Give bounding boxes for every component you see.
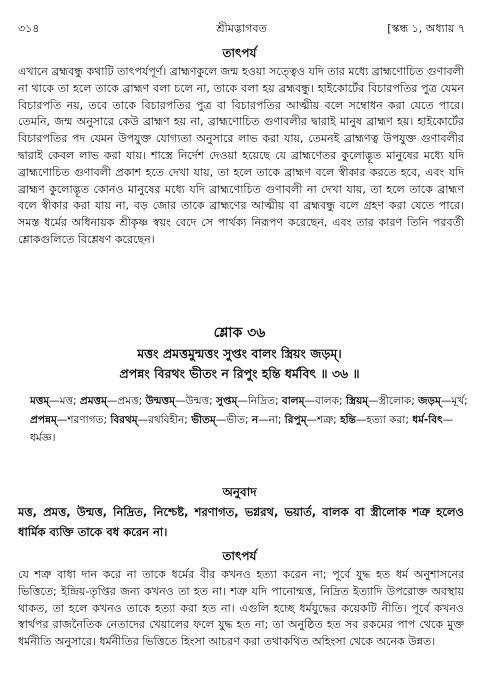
synonym-meaning: —শত্রু;: [306, 413, 341, 426]
synonym-meaning: —মত্ত;: [49, 395, 80, 407]
synonym-word: ন: [251, 413, 259, 426]
verse-line: প্রপন্নং বিরথং ভীতং ন রিপুং হন্তি ধর্মবিৎ ॥ ৩৬ ॥: [119, 366, 360, 381]
purport-paragraph: যে শত্রু বাধা দান করে না তাকে ধর্মের বীর কখনও হত্যা করেন না; পূর্বে যুদ্ধ হত ধর্ম অনুশাসনের ভিত্তিতে; ইন্দ্রিয়-তৃপ্তির জন্য কখনও তা হত না। শত্রু যদি পানোন্মত্ত, নিদ্রিত ইত্যাদি উপরোক্ত অবস্থায় থাকত, তা হলে কখনও তাকে হত্যা করা হত না। এগুলি হচ্ছে ধর্মযুদ্ধের কয়েকটি নীতি। পূর্বে কখনও স্বার্থপর রাজনৈতিক নেতাদের খেয়ালের ফলে যুদ্ধ হত না; তা অনুষ্ঠিত হত সব রকমের পাপ থেকে মুক্ত ধর্মনীতি অনুসারে। ধর্মনীতির ভিত্তিতে হিংসা আচরণ করা তথাকথিত অহিংসা থেকে অনেক উন্নত।: [18, 568, 464, 649]
purport-paragraph: এখানে ব্রহ্মবন্ধু কথাটি তাৎপর্যপূর্ণ। ব্রাহ্মণকুলে জন্ম হওয়া সত্ত্বেও যদি তার মধ্যে ব্রাহ্মণোচিত গুণাবলী না থাকে তা হলে তাকে ব্রাহ্মণ বলা চলে না, তাকে বলা হয় ব্রহ্মবন্ধু। হাইকোর্টের বিচারপতির পুত্র যেমন বিচারপতি নয়, তবে তাকে বিচারপতির পুত্র বা বিচারপতির আত্মীয় বলে সম্বোধন করা যেতে পারে। তেমনি, জন্ম অনুসারে কেউ ব্রাহ্মণ হয় না, ব্রাহ্মণোচিত গুণাবলীর দ্বারাই মানুষ ব্রাহ্মণ হয়। হাইকোর্টের বিচারপতির পদ যেমন উপযুক্ত যোগ্যতা অনুসারে লাভ করা যায়, তেমনই ব্রাহ্মণত্ব উপযুক্ত গুণাবলীর দ্বারাই কেবল লাভ করা যায়। শাস্ত্রে নির্দেশ দেওয়া হয়েছে যে ব্রাহ্মণেতর কুলোদ্ভূত মানুষের মধ্যে যদি ব্রাহ্মণোচিত গুণাবলী প্রকাশ হতে দেখা যায়, তা হলে তাকে ব্রাহ্মণ বলে স্বীকার করতে হবে, এবং যদি ব্রাহ্মণ কুলোদ্ভূত কোনও মানুষের মধ্যে যদি ব্রাহ্মণোচিত গুণাবলী না দেখা যায়, তা হলে তাকে ব্রাহ্মণ বলে স্বীকার করা যায় না, বড় জোর তাকে ব্রাহ্মণের আত্মীয় বা ব্রহ্মবন্ধু বলে গ্রহণ করা যেতে পারে। সমস্ত ধর্মের অধিনায়ক শ্রীকৃষ্ণ স্বয়ং বেদে সে পার্থক্য নিরূপণ করেছেন, এবং তার কারণ তিনি পরবর্তী শ্লোকগুলিতে বিশ্লেষণ করেছেন।: [18, 65, 464, 246]
synonym-word: হন্তি: [340, 413, 356, 426]
synonym-word: প্রমত্তম্: [79, 395, 107, 407]
translation-text: মত্ত, প্রমত্ত, উন্মত্ত, নিদ্রিত, নিশ্চেষ্ট, শরণাগত, ভগ্নরথ, ভয়ার্ত, বালক বা স্ত্রীলোক শত্রু হলেও ধার্মিক ব্যক্তি তাকে বধ করেন না।: [18, 505, 464, 539]
purport-heading: তাৎপর্য: [222, 46, 257, 60]
verse-line: মত্তং প্রমত্তমুন্মত্তং সুপ্তং বালং স্ত্রিয়ং জড়ম্।: [137, 346, 342, 361]
synonym-meaning: —হত্যা করা;: [355, 413, 413, 426]
chapter-reference: [স্কন্ধ ১, অধ্যায় ৭: [387, 22, 465, 35]
synonym-meaning: —ধর্মজ্ঞ।: [30, 413, 454, 444]
synonym-meaning: —না;: [258, 413, 285, 426]
synonym-word: ধর্ম-বিৎ: [412, 413, 443, 426]
synonym-meaning: —স্ত্রীলোক;: [368, 395, 419, 407]
synonym-word: সুপ্তম্: [215, 395, 238, 407]
synonym-word: মত্তম্: [30, 395, 50, 407]
synonym-word: উন্মত্তম্: [145, 395, 175, 407]
synonym-meaning: —মূর্খ;: [440, 395, 468, 407]
word-synonyms: [30, 392, 470, 448]
synonym-meaning: —বালক;: [304, 395, 346, 407]
synonym-word: স্ত্রিয়ম্: [345, 395, 369, 407]
synonym-meaning: —প্রমত্ত;: [106, 395, 146, 407]
sanskrit-verse: [0, 344, 479, 384]
book-title: শ্রীমদ্ভাগবত: [216, 22, 267, 35]
synonym-word: জড়ম্: [418, 395, 441, 407]
synonym-meaning: —শরণাগত;: [56, 413, 111, 426]
synonym-meaning: —উন্মত্ত;: [174, 395, 216, 407]
synonym-word: রিপুম্: [284, 413, 307, 426]
synonym-meaning: —নিদ্রিত;: [237, 395, 282, 407]
synonym-word: ভীতম্: [191, 413, 216, 426]
page-number: ৩১৪: [18, 22, 40, 35]
synonym-word: বিরথম্: [110, 413, 138, 426]
verse-number-heading: শ্লোক ৩৬: [213, 325, 266, 341]
synonym-word: প্রপন্নম্: [30, 413, 57, 426]
translation-heading: অনুবাদ: [222, 485, 257, 499]
synonym-meaning: —ভীত;: [215, 413, 252, 426]
running-header: [18, 20, 465, 36]
synonym-word: বালম্: [281, 395, 305, 407]
purport-heading: তাৎপর্য: [222, 549, 257, 563]
synonym-meaning: —রথবিহীন;: [137, 413, 192, 426]
